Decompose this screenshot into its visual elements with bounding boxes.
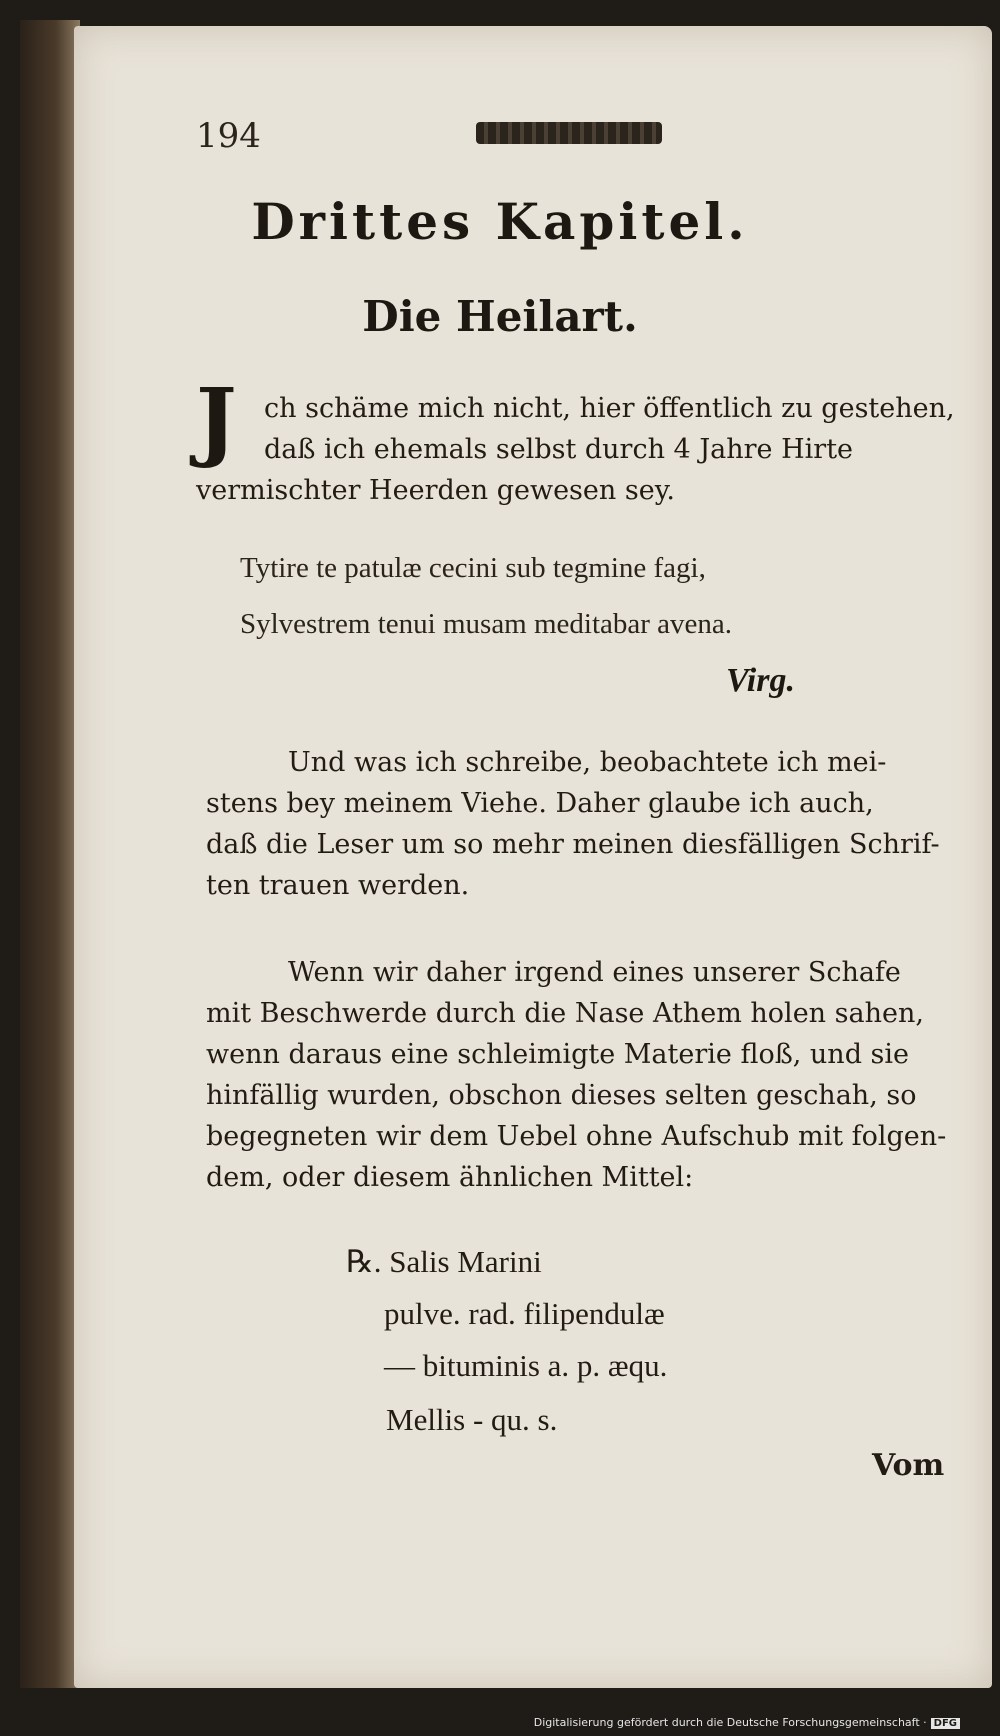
- verse-attribution: Virg.: [726, 662, 795, 699]
- text-line: mit Beschwerde durch die Nase Athem holen sahen,: [206, 998, 924, 1029]
- drop-cap: J: [196, 370, 237, 471]
- recipe-line: ℞. Salis Marini: [346, 1244, 542, 1279]
- text-line: Wenn wir daher irgend eines unserer Schafe: [288, 957, 901, 988]
- header-ornament: [476, 122, 662, 144]
- text-line: wenn daraus eine schleimigte Materie floß, und sie: [206, 1039, 910, 1070]
- dfg-logo: DFG: [931, 1718, 960, 1729]
- paragraph-3: [206, 952, 947, 1198]
- credit-text: Digitalisierung gefördert durch die Deutsche Forschungsgemeinschaft ·: [533, 1716, 927, 1729]
- text-line: stens bey meinem Viehe. Daher glaube ich auch,: [206, 788, 874, 819]
- verse-line: Tytire te patulæ cecini sub tegmine fagi,: [240, 552, 706, 584]
- text-line: ten trauen werden.: [206, 870, 470, 901]
- text-line: daß ich ehemals selbst durch 4 Jahre Hirte: [264, 434, 854, 465]
- chapter-title: Drittes Kapitel.: [251, 192, 749, 251]
- catchword: Vom: [872, 1448, 945, 1483]
- paragraph-1: [196, 388, 955, 511]
- text-line: hinfällig wurden, obschon dieses selten geschah, so: [206, 1080, 917, 1111]
- text-line: ch schäme mich nicht, hier öffentlich zu gestehen,: [264, 393, 955, 424]
- digitization-credit: [534, 1716, 960, 1729]
- recipe-line: — bituminis a. p. æqu.: [384, 1348, 668, 1383]
- text-line: vermischter Heerden gewesen sey.: [196, 475, 675, 506]
- text-line: Und was ich schreibe, beobachtete ich mei-: [288, 747, 887, 778]
- verse-line: Sylvestrem tenui musam meditabar avena.: [240, 608, 733, 640]
- book-spine: [20, 20, 80, 1688]
- section-title: Die Heilart.: [362, 292, 638, 341]
- paragraph-2: [206, 742, 942, 906]
- recipe-line: Mellis - qu. s.: [386, 1402, 558, 1437]
- text-line: begegneten wir dem Uebel ohne Aufschub mit folgen-: [206, 1121, 947, 1152]
- text-line: dem, oder diesem ähnlichen Mittel:: [206, 1162, 694, 1193]
- text-line: daß die Leser um so mehr meinen diesfälligen Schrif-: [206, 829, 940, 860]
- page-number: 194: [196, 116, 261, 156]
- recipe-line: pulve. rad. filipendulæ: [384, 1296, 665, 1331]
